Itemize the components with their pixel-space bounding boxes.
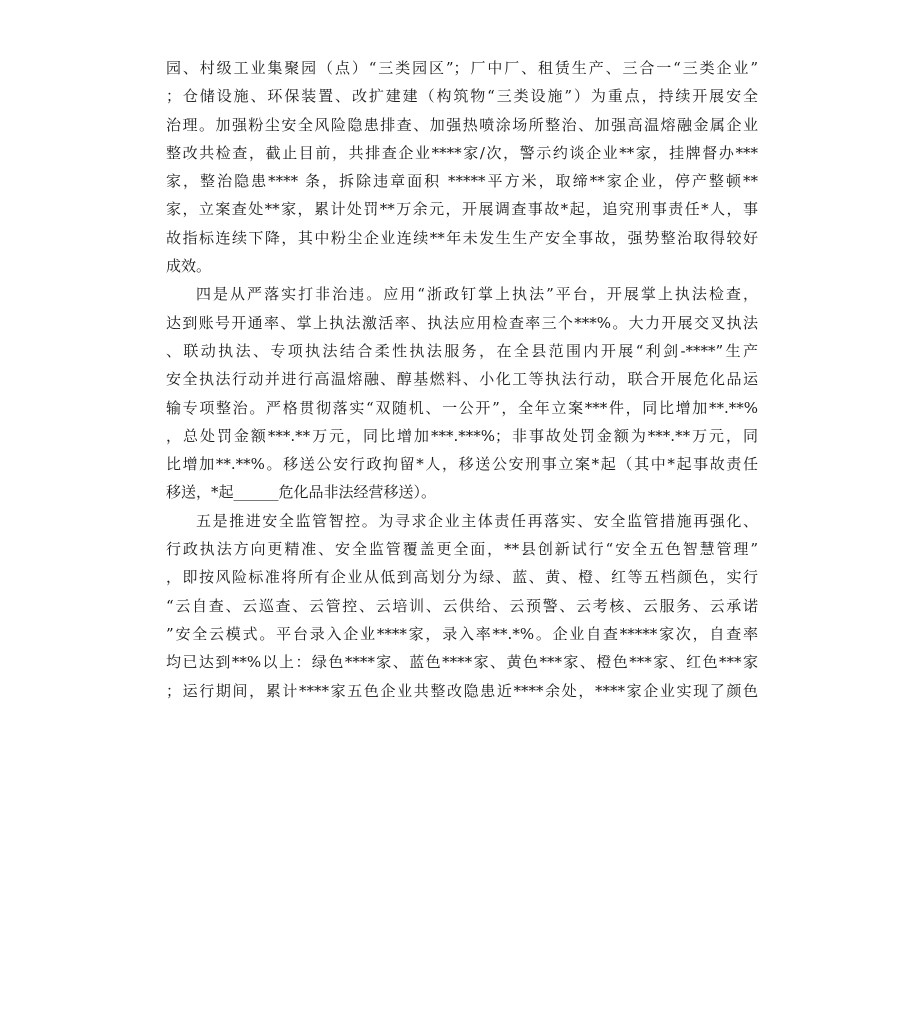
text-line: 行政执法方向更精准、安全监管覆盖更全面，**县创新试行“安全五色智慧管理”	[166, 540, 758, 559]
text-line: 四是从严落实打非治违。应用“浙政钉掌上执法”平台，开展掌上执法检查，	[196, 285, 758, 304]
text-line: 、联动执法、专项执法结合柔性执法服务，在全县范围内开展“利剑-****”生产	[166, 341, 758, 360]
document-body	[166, 54, 758, 705]
text-line: 比增加**.**%。移送公安行政拘留*人，移送公安刑事立案*起（其中*起事故责任	[166, 455, 758, 474]
text-line: ”安全云模式。平台录入企业****家，录入率**.*%。企业自查*****家次，自查率	[166, 624, 758, 643]
text-line: 家，整治隐患**** 条，拆除违章面积 *****平方米，取缔**家企业，停产整顿**	[166, 172, 758, 191]
text-line: 均已达到**%以上：绿色****家、蓝色****家、黄色***家、橙色***家、红色***家	[166, 653, 758, 672]
text-line: 输专项整治。严格贯彻落实“双随机、一公开”，全年立案***件，同比增加**.**%	[166, 398, 758, 417]
text-line: 移送，*起______危化品非法经营移送）。	[166, 483, 437, 502]
text-line: ；运行期间，累计****家五色企业共整改隐患近****余处，****家企业实现了颜色	[166, 681, 758, 700]
text-line: 成效。	[166, 257, 212, 276]
text-line: ；仓储设施、环保装置、改扩建建（构筑物“三类设施”）为重点，持续开展安全	[166, 87, 758, 106]
text-line: 家，立案查处**家，累计处罚**万余元，开展调查事故*起，追究刑事责任*人，事	[166, 200, 758, 219]
paragraph-3	[166, 507, 758, 705]
text-line: 整改共检查，截止目前，共排查企业****家/次，警示约谈企业**家，挂牌督办***	[166, 143, 758, 162]
paragraph-2	[166, 280, 758, 506]
text-line: 治理。加强粉尘安全风险隐患排查、加强热喷涂场所整治、加强高温熔融金属企业	[166, 115, 758, 134]
text-line: 达到账号开通率、掌上执法激活率、执法应用检查率三个***%。大力开展交叉执法	[166, 313, 758, 332]
text-line: “云自查、云巡查、云管控、云培训、云供给、云预警、云考核、云服务、云承诺	[166, 596, 758, 615]
text-line: 安全执法行动并进行高温熔融、醇基燃料、小化工等执法行动，联合开展危化品运	[166, 370, 758, 389]
text-line: 五是推进安全监管智控。为寻求企业主体责任再落实、安全监管措施再强化、	[196, 511, 758, 530]
text-line: ，即按风险标准将所有企业从低到高划分为绿、蓝、黄、橙、红等五档颜色，实行	[166, 568, 758, 587]
text-line: 园、村级工业集聚园（点）“三类园区”；厂中厂、租赁生产、三合一“三类企业”	[166, 59, 758, 77]
paragraph-1	[166, 54, 758, 280]
text-line: ，总处罚金额***.**万元，同比增加***.***%；非事故处罚金额为***.**万元，同	[166, 426, 758, 445]
text-line: 故指标连续下降，其中粉尘企业连续**年未发生生产安全事故，强势整治取得较好	[166, 228, 758, 247]
